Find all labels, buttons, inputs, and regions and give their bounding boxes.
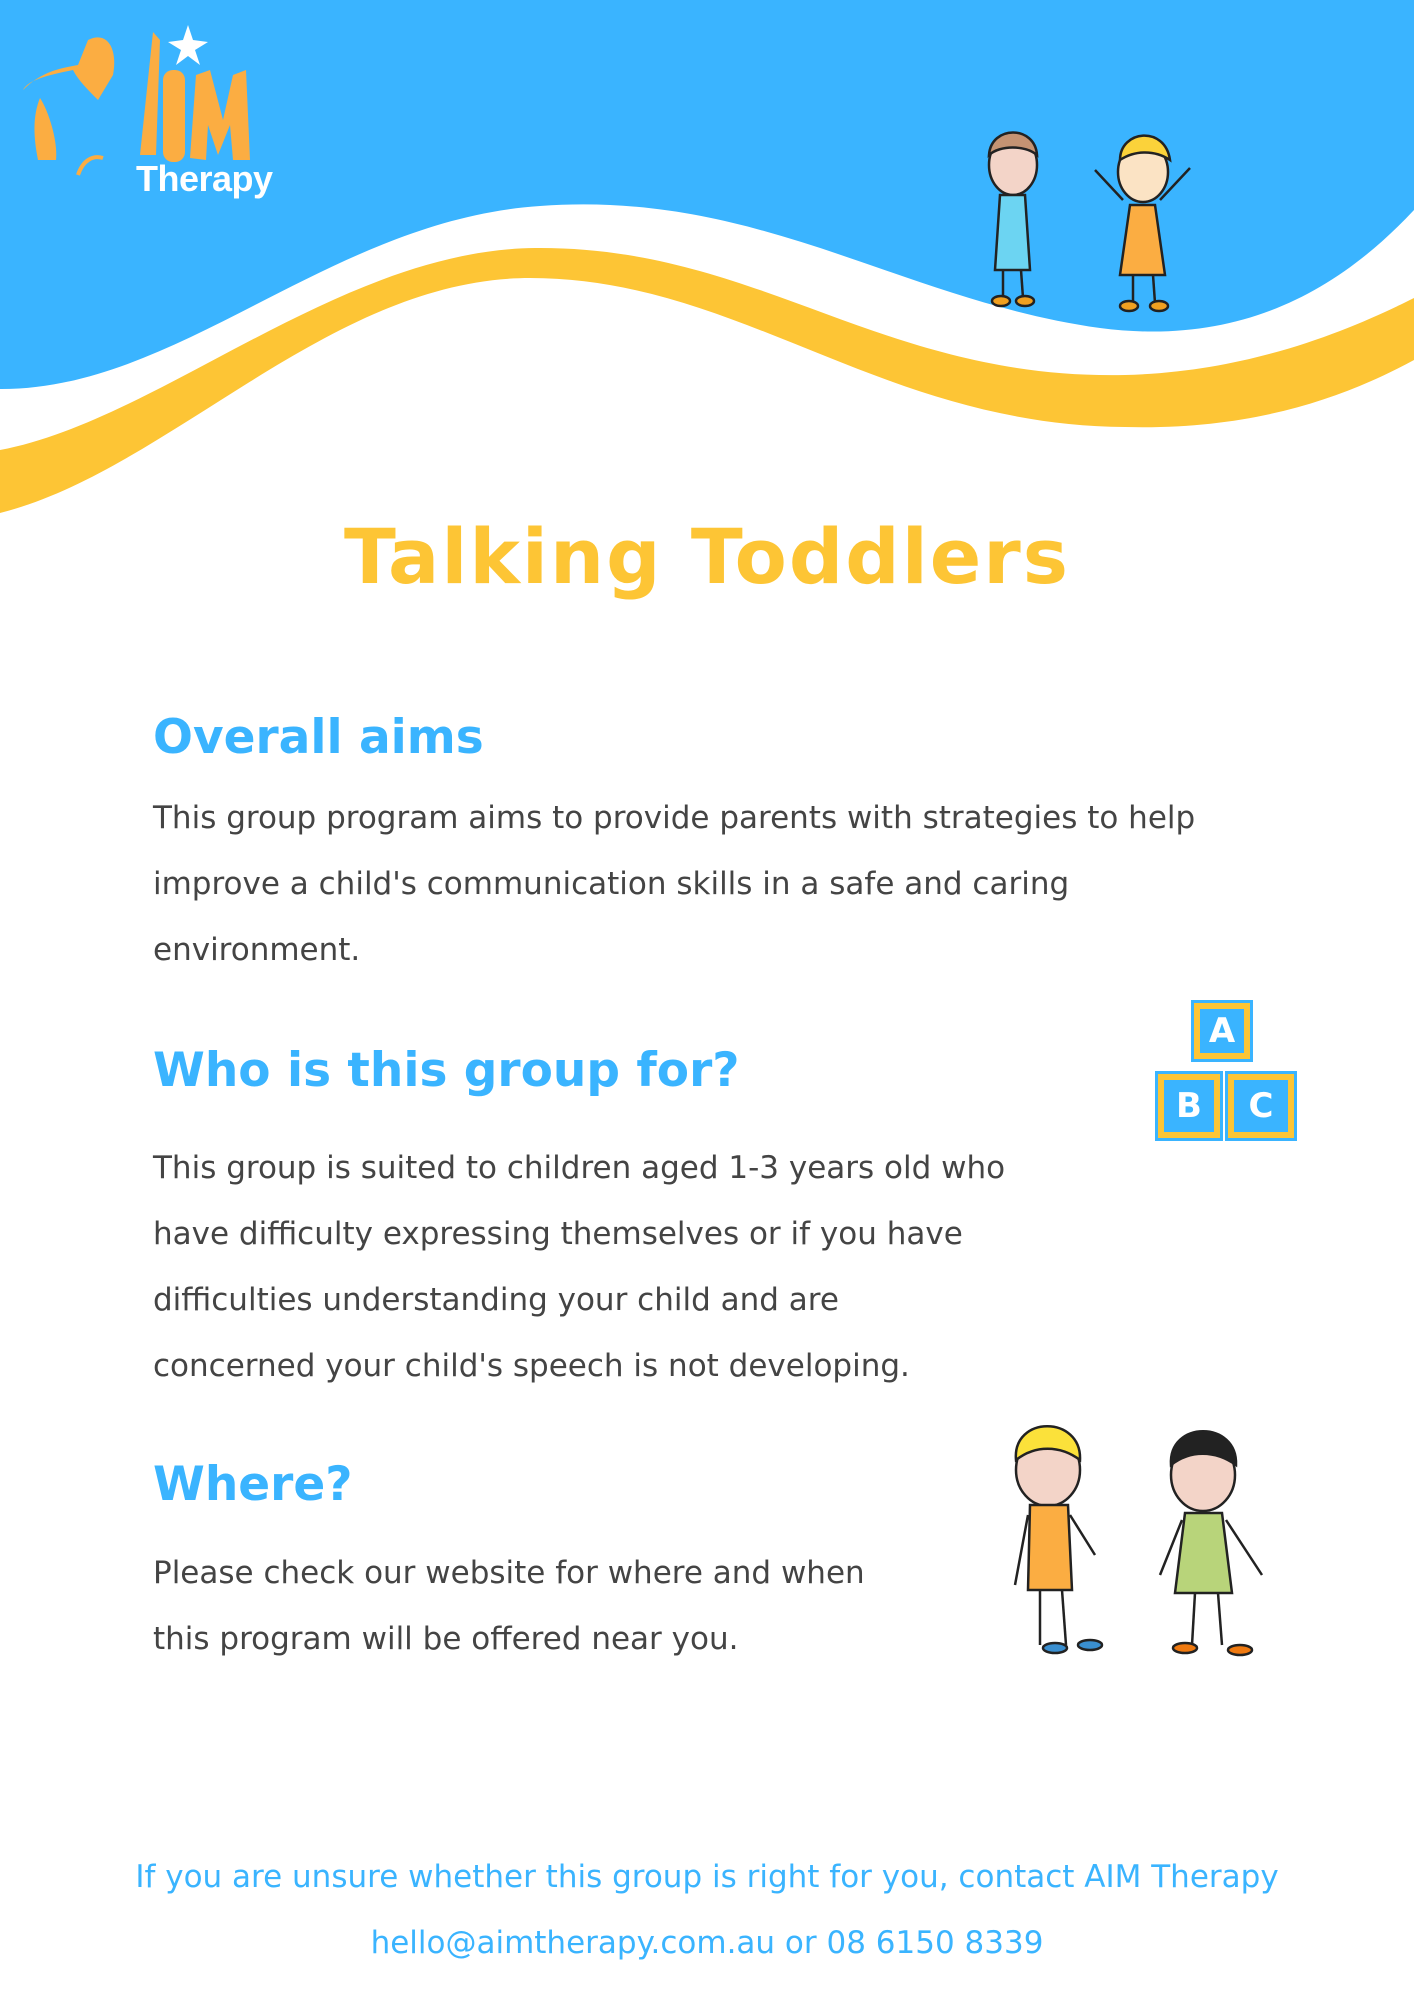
aim-logo	[18, 20, 288, 180]
text-line: Please check our website for where and when	[153, 1555, 865, 1591]
text-line: difficulties understanding your child and are	[153, 1282, 839, 1318]
kids-illustration-bottom	[1000, 1405, 1280, 1665]
page-title: Talking Toddlers	[343, 512, 1071, 601]
overall-aims-text	[153, 785, 1195, 983]
heading-where: Where?	[153, 1457, 353, 1512]
text-line: improve a child's communication skills in a safe and caring	[153, 866, 1070, 902]
where-text	[153, 1540, 865, 1672]
heading-overall-aims: Overall aims	[153, 710, 484, 765]
abc-blocks-icon	[1155, 1000, 1297, 1142]
footer-contact-details[interactable]: hello@aimtherapy.com.au or 08 6150 8339	[370, 1925, 1044, 1961]
text-line: environment.	[153, 932, 361, 968]
block-c: C	[1234, 1080, 1288, 1132]
footer-contact	[0, 1844, 1414, 1976]
footer-line-1: If you are unsure whether this group is right for you, contact AIM Therapy	[135, 1859, 1279, 1895]
heading-who-for: Who is this group for?	[153, 1043, 740, 1098]
kids-illustration-header	[955, 120, 1235, 320]
logo-therapy-text: Therapy	[136, 158, 273, 199]
who-for-text	[153, 1135, 1005, 1399]
text-line: have difficulty expressing themselves or if you have	[153, 1216, 963, 1252]
text-line: this program will be offered near you.	[153, 1621, 739, 1657]
text-line: concerned your child's speech is not developing.	[153, 1348, 910, 1384]
block-a: A	[1200, 1009, 1244, 1053]
text-line: This group is suited to children aged 1-3 years old who	[153, 1150, 1006, 1186]
block-b: B	[1164, 1080, 1214, 1132]
text-line: This group program aims to provide parents with strategies to help	[153, 800, 1196, 836]
